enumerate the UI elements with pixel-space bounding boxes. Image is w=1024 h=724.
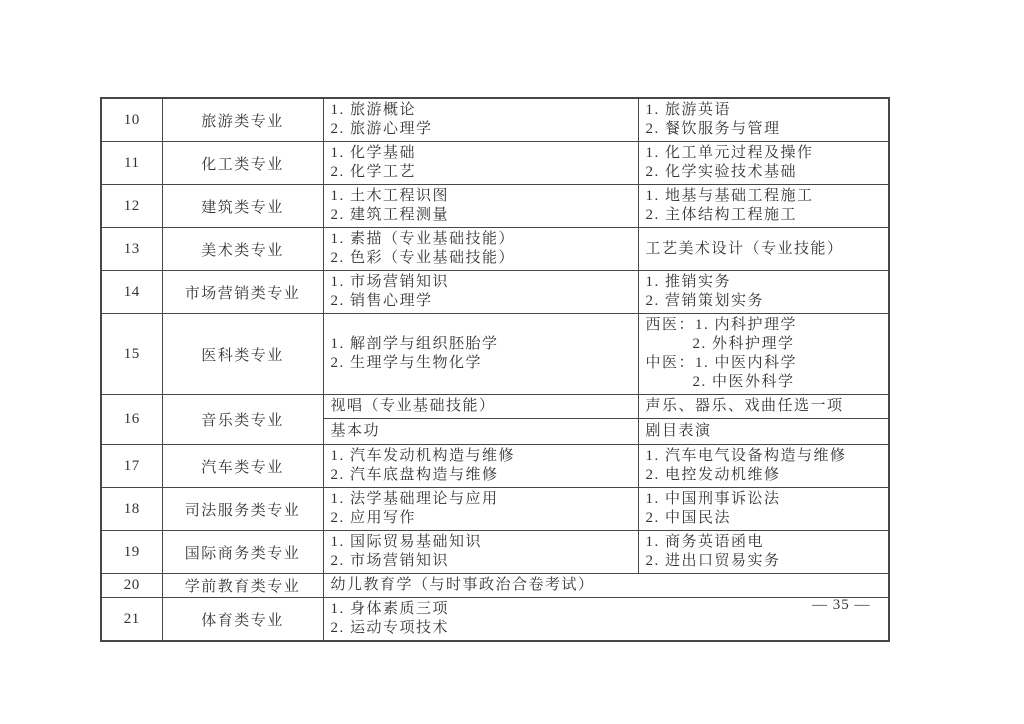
row-number-cell: 12 [101, 185, 162, 228]
category-cell: 汽车类专业 [162, 445, 323, 488]
subject-line: 1. 地基与基础工程施工 [645, 188, 814, 204]
subject-line: 2. 市场营销知识 [330, 553, 450, 569]
category-cell: 美术类专业 [162, 228, 323, 271]
subject-cell [638, 314, 889, 395]
row-number-cell: 19 [101, 531, 162, 574]
subject-line: 中医：1. 中医内科学 [645, 355, 798, 371]
subject-cell [323, 185, 638, 228]
page-number: — 35 — [812, 597, 871, 613]
subject-cell [323, 531, 638, 574]
category-cell: 国际商务类专业 [162, 531, 323, 574]
row-number-cell: 10 [101, 98, 162, 142]
subject-line: 工艺美术设计（专业技能） [645, 240, 844, 257]
subject-line: 1. 汽车电气设备构造与维修 [645, 448, 847, 464]
category-cell: 司法服务类专业 [162, 488, 323, 531]
subject-line: 西医：1. 内科护理学 [645, 317, 798, 333]
subject-cell [323, 574, 889, 598]
subject-line: 1. 化学基础 [330, 145, 417, 161]
subject-line: 2. 运动专项技术 [330, 620, 450, 636]
subject-line: 1. 汽车发动机构造与维修 [330, 448, 516, 464]
subject-line: 1. 推销实务 [645, 274, 732, 290]
subject-cell [323, 142, 638, 185]
subject-cell [638, 228, 889, 271]
category-cell: 学前教育类专业 [162, 574, 323, 598]
category-cell: 旅游类专业 [162, 98, 323, 142]
subject-cell [638, 98, 889, 142]
subject-cell [638, 419, 889, 445]
row-number-cell: 15 [101, 314, 162, 395]
subject-line: 1. 旅游概论 [330, 102, 417, 118]
subject-line: 1. 国际贸易基础知识 [330, 534, 483, 550]
subject-line: 声乐、器乐、戏曲任选一项 [645, 398, 844, 414]
table-row [101, 185, 889, 228]
subject-cell [323, 98, 638, 142]
subject-line: 2. 进出口贸易实务 [645, 553, 781, 569]
category-cell: 音乐类专业 [162, 395, 323, 445]
subject-line: 2. 色彩（专业基础技能） [330, 250, 516, 266]
subject-line: 2. 主体结构工程施工 [645, 207, 798, 223]
row-number-cell: 16 [101, 395, 162, 445]
subject-line: 1. 身体素质三项 [330, 601, 450, 617]
row-number-cell: 13 [101, 228, 162, 271]
row-number-cell: 14 [101, 271, 162, 314]
subject-line: 1. 中国刑事诉讼法 [645, 491, 781, 507]
table-row [101, 445, 889, 488]
subject-cell [638, 531, 889, 574]
row-number-cell: 11 [101, 142, 162, 185]
subject-line: 2. 餐饮服务与管理 [645, 121, 781, 137]
subject-line: 基本功 [330, 423, 381, 439]
row-number-cell: 21 [101, 598, 162, 642]
subject-line: 1. 法学基础理论与应用 [330, 491, 499, 507]
subject-line: 1. 素描（专业基础技能） [330, 231, 516, 247]
subject-cell [323, 419, 638, 445]
category-cell: 医科类专业 [162, 314, 323, 395]
subject-cell [323, 271, 638, 314]
exam-table-body [101, 98, 889, 641]
subject-cell [323, 395, 638, 419]
subject-line: 2. 营销策划实务 [645, 293, 765, 309]
subject-line: 2. 化学实验技术基础 [645, 164, 798, 180]
subject-cell [323, 445, 638, 488]
category-cell: 体育类专业 [162, 598, 323, 642]
subject-line: 2. 应用写作 [330, 510, 417, 526]
subject-line: 视唱（专业基础技能） [330, 398, 496, 414]
category-cell: 市场营销类专业 [162, 271, 323, 314]
table-row [101, 142, 889, 185]
subject-line: 2. 销售心理学 [330, 293, 433, 309]
subject-line: 幼儿教育学（与时事政治合卷考试） [330, 577, 595, 593]
subject-cell [638, 488, 889, 531]
table-row [101, 531, 889, 574]
subject-cell [638, 142, 889, 185]
table-row [101, 395, 889, 419]
subject-line: 2. 外科护理学 [692, 336, 795, 352]
row-number-cell: 17 [101, 445, 162, 488]
subject-line: 2. 建筑工程测量 [330, 207, 450, 223]
subject-line: 2. 化学工艺 [330, 164, 417, 180]
table-row [101, 98, 889, 142]
subject-cell [323, 598, 889, 642]
table-row [101, 574, 889, 598]
subject-line: 1. 旅游英语 [645, 102, 732, 118]
subject-cell [638, 395, 889, 419]
subject-cell [323, 488, 638, 531]
subject-line: 2. 电控发动机维修 [645, 467, 781, 483]
subject-line: 1. 土木工程识图 [330, 188, 450, 204]
subject-cell [323, 314, 638, 395]
subject-line: 2. 中医外科学 [692, 374, 795, 390]
subject-cell [638, 445, 889, 488]
subject-line: 1. 化工单元过程及操作 [645, 145, 814, 161]
subject-line: 2. 汽车底盘构造与维修 [330, 467, 499, 483]
exam-subjects-table [100, 97, 890, 642]
subject-line: 2. 生理学与生物化学 [330, 355, 483, 371]
subject-cell [638, 271, 889, 314]
table-row [101, 598, 889, 642]
row-number-cell: 20 [101, 574, 162, 598]
subject-line: 2. 中国民法 [645, 510, 732, 526]
table-row [101, 314, 889, 395]
category-cell: 建筑类专业 [162, 185, 323, 228]
table-row [101, 271, 889, 314]
table-row [101, 488, 889, 531]
subject-line: 2. 旅游心理学 [330, 121, 433, 137]
subject-cell [638, 185, 889, 228]
table-row [101, 228, 889, 271]
subject-line: 1. 商务英语函电 [645, 534, 765, 550]
subject-cell [323, 228, 638, 271]
category-cell: 化工类专业 [162, 142, 323, 185]
subject-line: 1. 市场营销知识 [330, 274, 450, 290]
subject-line: 剧目表演 [645, 423, 712, 439]
subject-line: 1. 解剖学与组织胚胎学 [330, 336, 499, 352]
row-number-cell: 18 [101, 488, 162, 531]
